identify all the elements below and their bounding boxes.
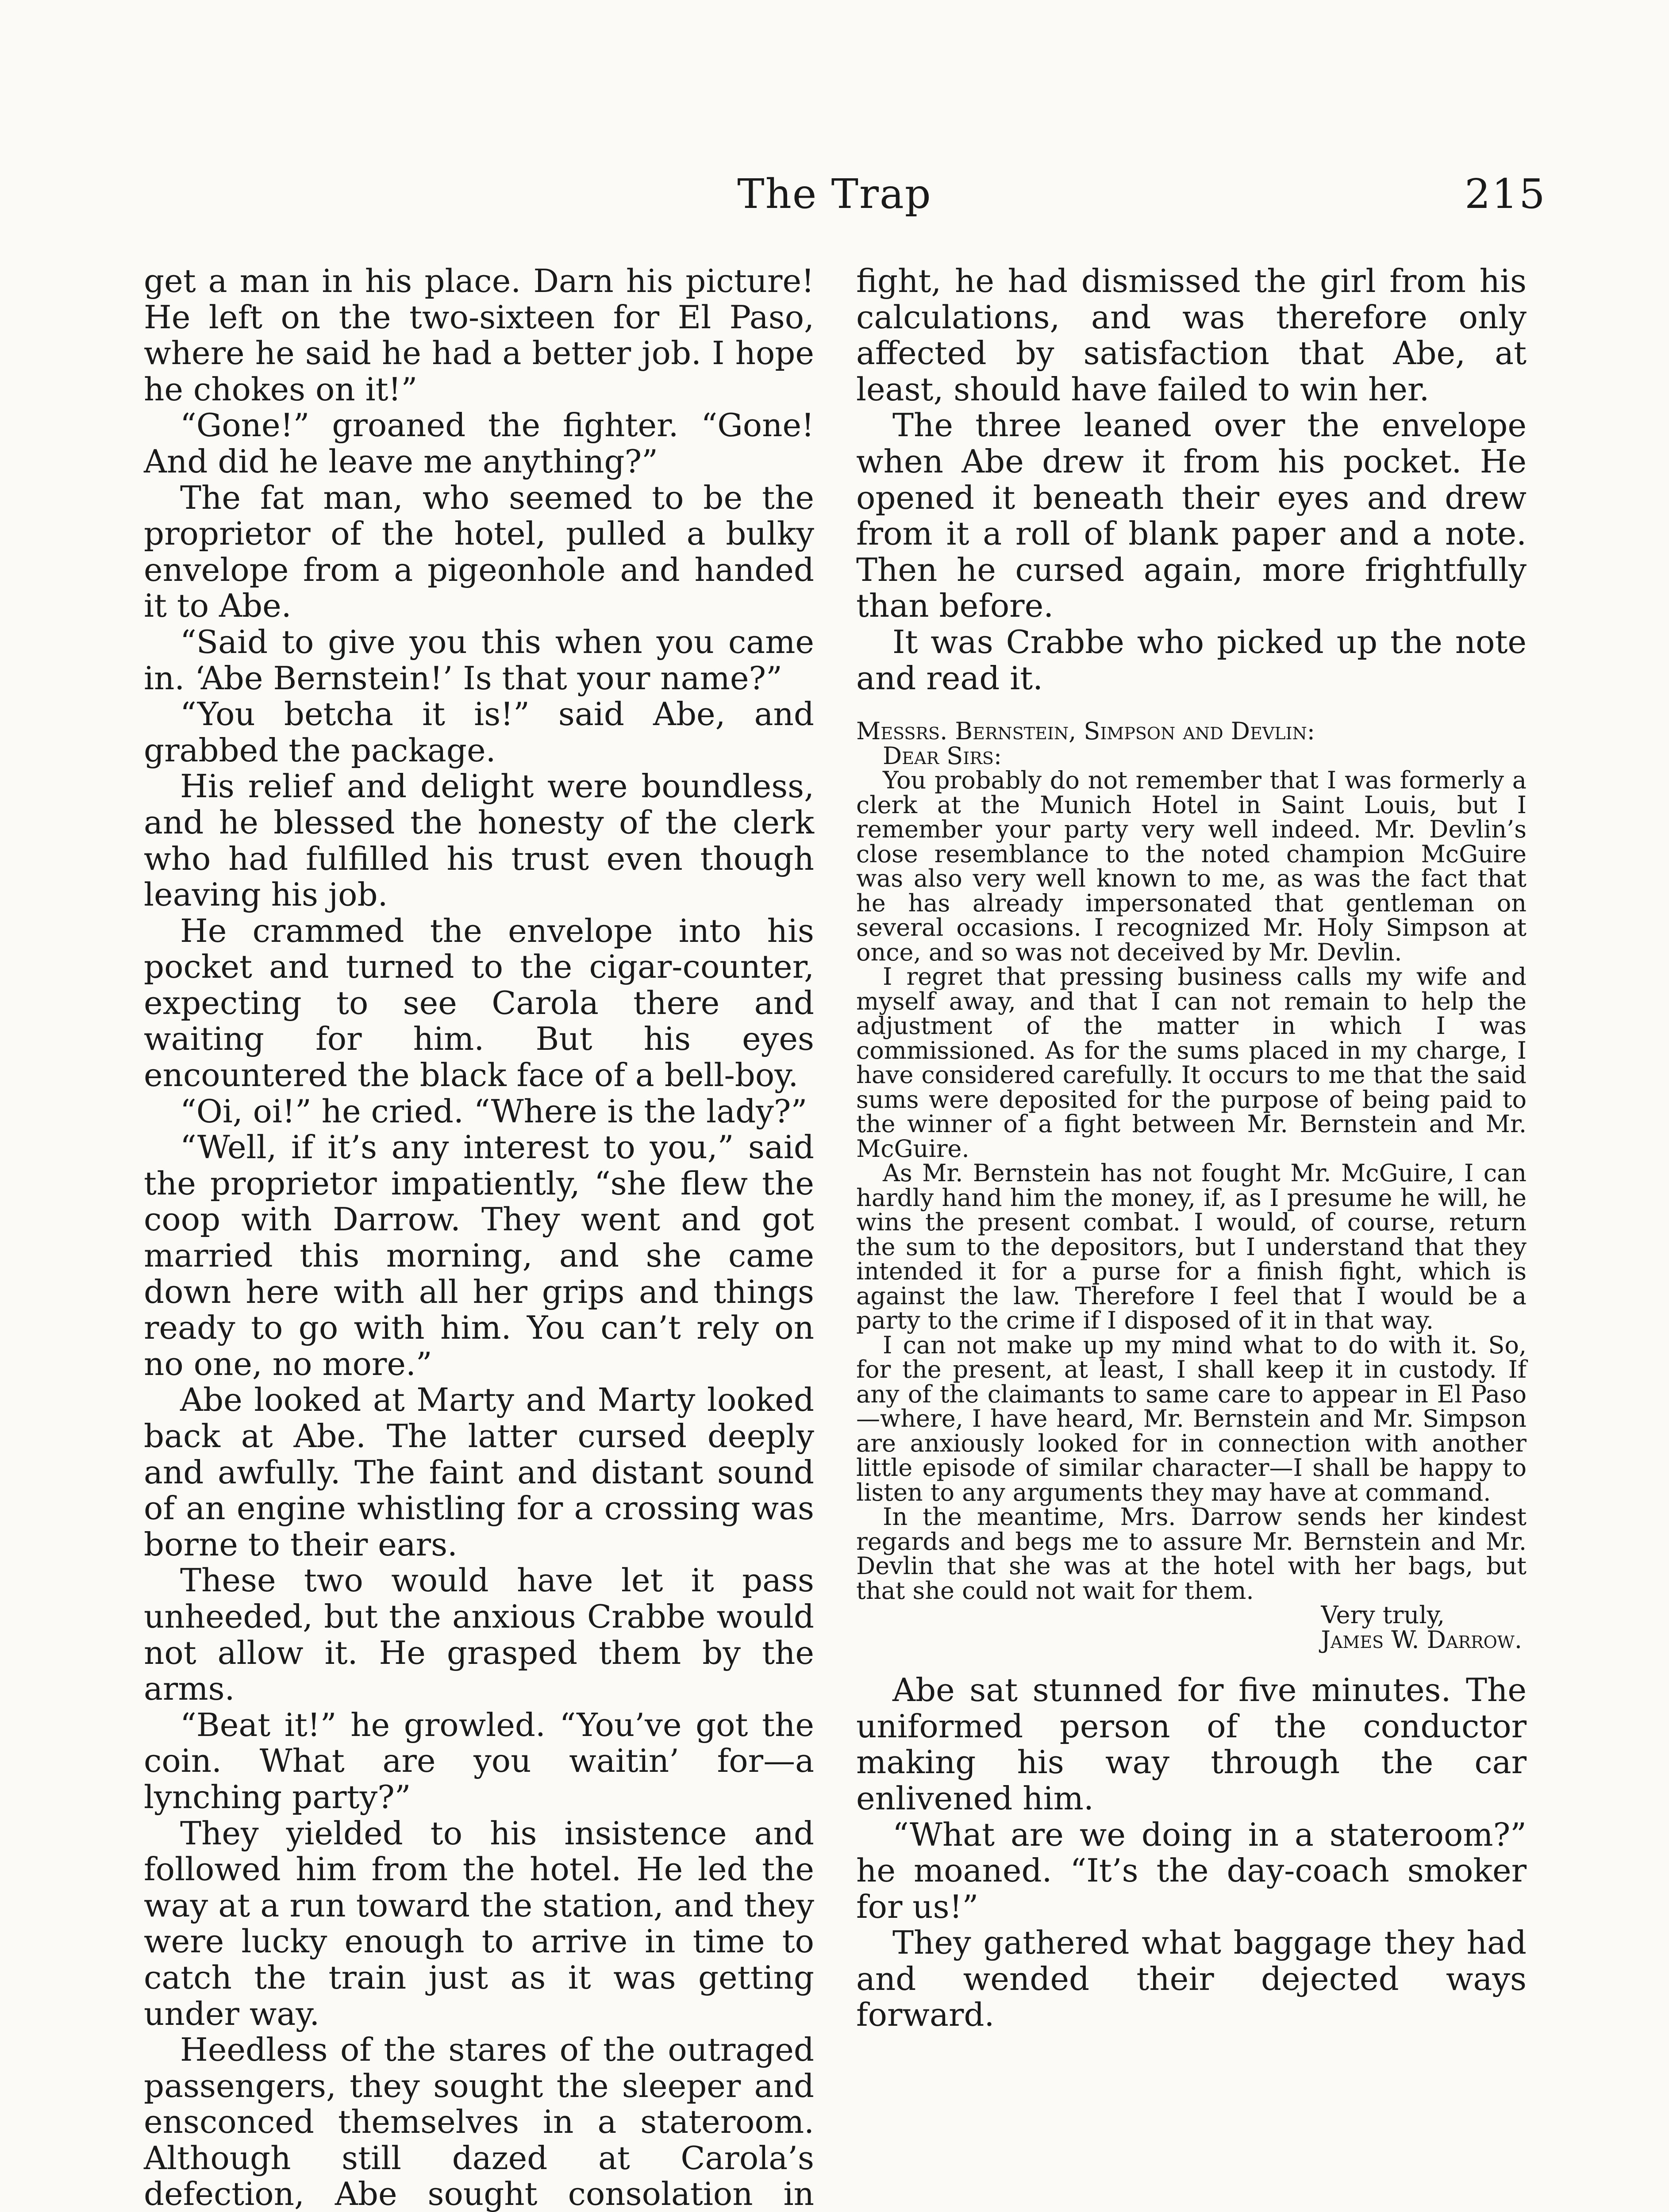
paragraph: The fat man, who seemed to be the proprietor of the hotel, pulled a bulky envelope from a pigeonhole and handed it to Abe.	[144, 479, 814, 625]
paragraph: He crammed the envelope into his pocket and turned to the cigar-counter, expecting to see Carola there and waiting for him. But his eyes encountered the black face of a bell-boy.	[144, 912, 814, 1094]
paragraph: “What are we doing in a stateroom?” he moaned. “It’s the day-coach smoker for us!”	[856, 1816, 1527, 1925]
letter-salutation: Messrs. Bernstein, Simpson and Devlin:	[856, 717, 1315, 745]
paragraph: “Beat it!” he growled. “You’ve got the coin. What are you waitin’ for—a lynching party?”	[144, 1706, 814, 1816]
letter-paragraph: I can not make up my mind what to do with it. So, for the present, at least, I shall keep it in custody. If any of the claimants to same care to appear in El Paso—where, I have heard, Mr. Bernstein and Mr. Simpson are anxiously looked for in connection with another little episode of similar character—I shall be happy to listen to any arguments they may have at command.	[856, 1331, 1527, 1506]
paragraph: fight, he had dismissed the girl from his calculations, and was therefore only affected by satisfaction that Abe, at least, should have failed to win her.	[856, 262, 1527, 408]
paragraph: “Said to give you this when you came in. ‘Abe Bernstein!’ Is that your name?”	[144, 623, 814, 697]
paragraph: His relief and delight were boundless, and he blessed the honesty of the clerk who had fulfilled his trust even though leaving his job.	[144, 768, 814, 914]
left-column	[144, 263, 814, 2212]
letter-closing: Very truly,	[1321, 1601, 1445, 1629]
letter-paragraph: You probably do not remember that I was formerly a clerk at the Munich Hotel in Saint Louis, but I remember your party very well indeed. Mr. Devlin’s close resemblance to the noted champion McGuire was also very well known to me, as was the fact that he has already impersonated that gentleman on several occasions. I recognized Mr. Holy Simpson at once, and so was not deceived by Mr. Devlin.	[856, 766, 1527, 966]
paragraph: get a man in his place. Darn his picture! He left on the two-sixteen for El Paso, where he said he had a better job. I hope he chokes on it!”	[144, 262, 814, 408]
paragraph: “Gone!” groaned the fighter. “Gone! And did he leave me anything?”	[144, 407, 814, 480]
paragraph: Heedless of the stares of the outraged passengers, they sought the sleeper and ensconced themselves in a stateroom. Although still dazed at Carola’s defection, Abe sought consolation in	[144, 2031, 814, 2212]
paragraph: It was Crabbe who picked up the note and read it.	[856, 623, 1527, 697]
letter	[856, 719, 1527, 1652]
paragraph: The three leaned over the envelope when Abe drew it from his pocket. He opened it beneath their eyes and drew from it a roll of blank paper and a note. Then he cursed again, more frightfully than before.	[856, 407, 1527, 625]
letter-greeting: Dear Sirs:	[883, 741, 1002, 770]
paragraph: “Oi, oi!” he cried. “Where is the lady?”	[180, 1092, 808, 1130]
letter-paragraph: I regret that pressing business calls my wife and myself away, and that I can not remain to help the adjustment of the matter in which I was commissioned. As for the sums placed in my charge, I have considered carefully. It occurs to me that the said sums were deposited for the purpose of being paid to the winner of a fight between Mr. Bernstein and Mr. McGuire.	[856, 963, 1527, 1163]
running-title: The Trap	[737, 170, 932, 218]
paragraph: “Well, if it’s any interest to you,” said the proprietor impatiently, “she flew the coop with Darrow. They went and got married this morning, and she came down here with all her grips and things ready to go with him. You can’t rely on no one, no more.”	[144, 1129, 814, 1382]
letter-signature: James W. Darrow.	[1321, 1625, 1522, 1654]
paragraph: “You betcha it is!” said Abe, and grabbed the package.	[144, 695, 814, 769]
paragraph: They gathered what baggage they had and wended their dejected ways forward.	[856, 1924, 1527, 2034]
paragraph: Abe sat stunned for five minutes. The uniformed person of the conductor making his way through the car enlivened him.	[856, 1671, 1527, 1817]
paragraph: They yielded to his insistence and followed him from the hotel. He led the way at a run toward the station, and they were lucky enough to arrive in time to catch the train just as it was getting under way.	[144, 1814, 814, 2032]
paragraph: Abe looked at Marty and Marty looked back at Abe. The latter cursed deeply and awfully. The faint and distant sound of an engine whistling for a crossing was borne to their ears.	[144, 1381, 814, 1563]
right-column	[856, 263, 1527, 2033]
paragraph: These two would have let it pass unheeded, but the anxious Crabbe would not allow it. He grasped them by the arms.	[144, 1562, 814, 1708]
letter-paragraph: In the meantime, Mrs. Darrow sends her kindest regards and begs me to assure Mr. Bernstein and Mr. Devlin that she was at the hotel with her bags, but that she could not wait for them.	[856, 1503, 1527, 1605]
page-number: 215	[1465, 170, 1546, 218]
letter-paragraph: As Mr. Bernstein has not fought Mr. McGuire, I can hardly hand him the money, if, as I presume he will, he wins the present combat. I would, of course, return the sum to the depositors, but I understand that they intended it for a purse for a finish fight, which is against the law. Therefore I feel that I would be a party to the crime if I disposed of it in that way.	[856, 1159, 1527, 1335]
